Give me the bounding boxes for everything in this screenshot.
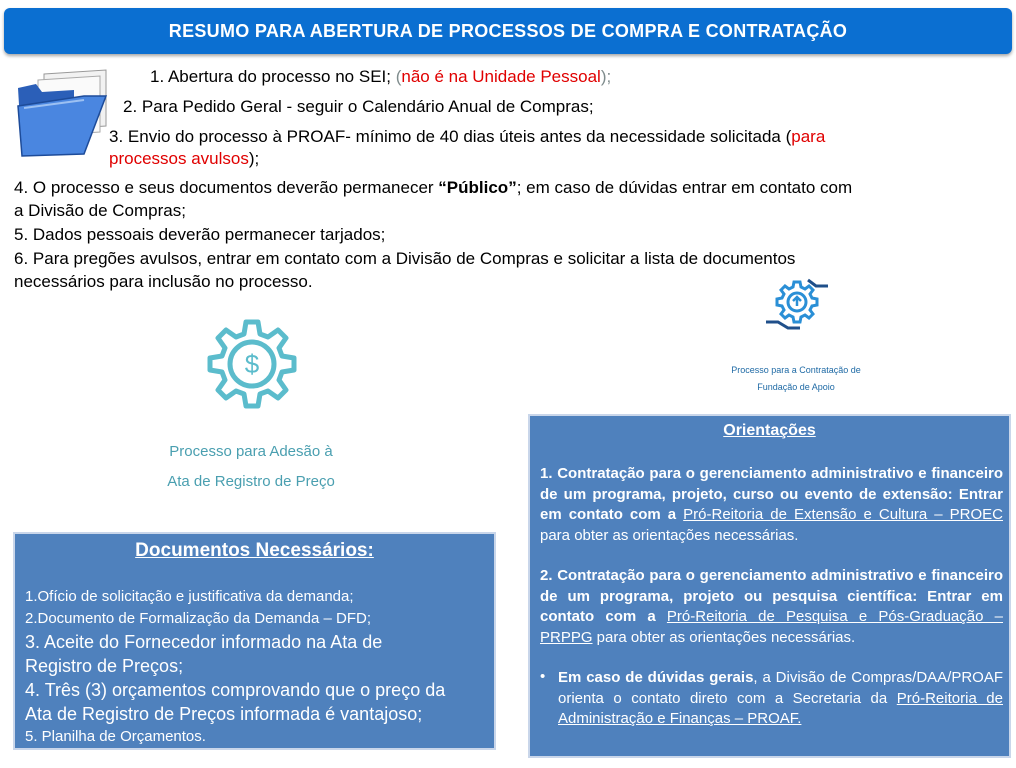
step-1 (150, 66, 611, 87)
step-3 (109, 126, 989, 147)
documentos-item: 1.Ofício de solicitação e justificativa da demanda; (25, 588, 354, 605)
gear-dollar-icon[interactable] (196, 316, 308, 428)
orientacoes-title: Orientações (723, 422, 816, 439)
documentos-item: 2.Documento de Formalização da Demanda – DFD; (25, 610, 371, 627)
step-2: 2. Para Pedido Geral - seguir o Calendário Anual de Compras; (123, 97, 594, 116)
proec-link[interactable]: Pró-Reitoria de Extensão e Cultura – PROEC (683, 506, 1004, 523)
orientacao-3-bold: Em caso de dúvidas gerais (558, 669, 754, 686)
step-1-text: 1. Abertura do processo no SEI; (150, 67, 396, 86)
fundacao-caption-2: Fundação de Apoio (757, 382, 835, 392)
step-1-note: não é na Unidade Pessoal (401, 67, 601, 86)
orientacao-2-rest: para obter as orientações necessárias. (592, 628, 856, 646)
header-banner (4, 8, 1012, 54)
step-4 (14, 177, 852, 198)
step-4-rest: ; em caso de dúvidas entrar em contato com (516, 178, 853, 197)
step-6: 6. Para pregões avulsos, entrar em contato com a Divisão de Compras e solicitar a lista de documentos (14, 249, 796, 268)
documentos-box (13, 532, 496, 750)
svg-text:$: $ (244, 349, 260, 379)
documentos-title: Documentos Necessários: (135, 540, 374, 561)
orientacao-3-rest: , a Divisão de Compras/DAA/PROAF orienta o contato direto com a Secretaria da (558, 669, 1003, 707)
folder-icon (14, 66, 110, 158)
orientacao-1-bold: 1. Contratação para o gerenciamento administrativo e financeiro de um programa, projeto, curso ou evento de extensão: Entrar em contato com a (540, 465, 1003, 523)
step-3-text: 3. Envio do processo à PROAF- mínimo de 40 dias úteis antes da necessidade solicitada ( (109, 127, 792, 146)
orientacao-1-rest: para obter as orientações necessárias. (540, 526, 799, 544)
step-3-note-a: para (791, 127, 826, 146)
step-4-cont: a Divisão de Compras; (14, 201, 186, 220)
step-3-cont (109, 148, 259, 169)
adesao-caption-2: Ata de Registro de Preço (167, 473, 335, 490)
page-title: RESUMO PARA ABERTURA DE PROCESSOS DE COMPRA E CONTRATAÇÃO (168, 20, 848, 41)
orientacao-2-bold: 2. Contratação para o gerenciamento administrativo e financeiro de um programa, projeto ou pesquisa científica: Entrar em contato com a (540, 567, 1003, 625)
step-3-end: ); (248, 149, 260, 168)
proaf-link[interactable]: Pró-Reitoria de Administração e Finanças – PROAF. (558, 689, 1003, 727)
step-6-cont: necessários para inclusão no processo. (14, 272, 313, 291)
orientacao-2 (540, 566, 1003, 648)
documentos-item: 4. Três (3) orçamentos comprovando que o preço da (25, 680, 446, 700)
adesao-caption-1: Processo para Adesão à (169, 443, 333, 460)
prppg-link[interactable]: Pró-Reitoria de Pesquisa e Pós-Graduação – PRPPG (540, 608, 1003, 646)
bullet-icon: • (540, 668, 546, 685)
documentos-item: Registro de Preços; (25, 656, 184, 676)
step-4-bold: “Público” (438, 178, 517, 197)
step-1-paren-open: ( (395, 67, 402, 86)
documentos-item: 3. Aceite do Fornecedor informado na Ata de (25, 632, 383, 652)
documentos-item: Ata de Registro de Preços informada é vantajoso; (25, 704, 423, 724)
documentos-item: 5. Planilha de Orçamentos. (25, 728, 206, 745)
step-5: 5. Dados pessoais deverão permanecer tarjados; (14, 225, 386, 244)
step-3-note-b: processos avulsos (109, 149, 249, 168)
step-1-paren-close: ); (600, 67, 612, 86)
orientacao-3 (558, 668, 1003, 730)
orientacao-1 (540, 464, 1003, 546)
orientacoes-box (528, 414, 1011, 758)
hands-gear-icon[interactable] (764, 272, 830, 338)
step-4-text: 4. O processo e seus documentos deverão permanecer (14, 178, 439, 197)
fundacao-caption-1: Processo para a Contratação de (731, 365, 861, 375)
